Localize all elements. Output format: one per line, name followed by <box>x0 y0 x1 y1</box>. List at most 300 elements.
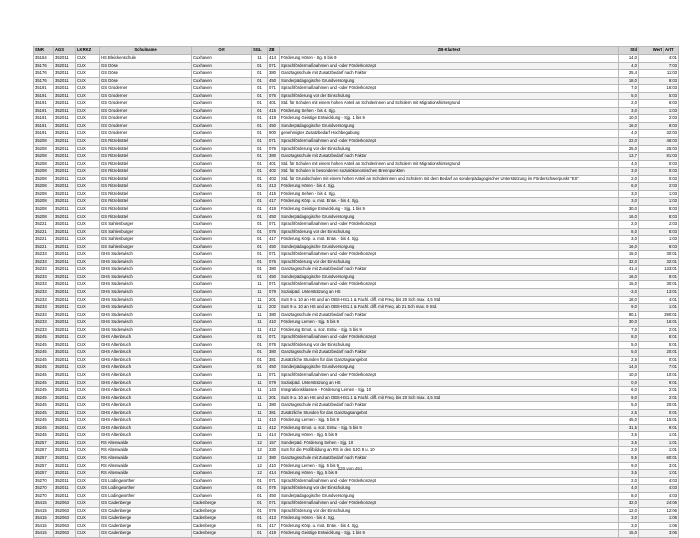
table-row <box>34 522 679 530</box>
table-cell: CUX <box>76 236 100 244</box>
table-row <box>34 175 679 183</box>
table-cell: GS Sahlenburger <box>100 243 192 251</box>
table-cell: 352011 <box>54 387 76 395</box>
table-cell: 35208 <box>34 190 54 198</box>
table-cell: 076 <box>268 145 280 153</box>
table-cell: 01 <box>252 62 268 70</box>
table-cell: 352011 <box>54 349 76 357</box>
table-cell: Cuxhaven <box>192 371 252 379</box>
table-cell: 15,0 <box>619 251 639 259</box>
table-cell: 35208 <box>34 175 54 183</box>
table-cell: 10,0 <box>619 115 639 123</box>
table-cell: 35233 <box>34 273 54 281</box>
table-cell: GHS Altenbruch <box>100 394 192 402</box>
table-cell: 35221 <box>34 228 54 236</box>
table-row <box>34 439 679 447</box>
table-cell: Ganztagsschule mit Zusatzbedarf nach Faktor <box>280 70 619 78</box>
table-cell: 415 <box>268 107 280 115</box>
table-cell: CUX <box>76 198 100 206</box>
table-cell: GS Ritzebüttel <box>100 198 192 206</box>
table-cell: Cuxhaven <box>192 387 252 395</box>
table-cell-wert-artt: 4:03 <box>639 485 679 493</box>
table-cell: GHS Altenbruch <box>100 417 192 425</box>
table-cell: Cuxhaven <box>192 356 252 364</box>
table-cell: CUX <box>76 190 100 198</box>
table-row <box>34 107 679 115</box>
table-cell: Cuxhaven <box>192 439 252 447</box>
table-row <box>34 387 679 395</box>
table-cell: GHS Altenbruch <box>100 379 192 387</box>
table-cell: 10,0 <box>619 371 639 379</box>
table-cell: 01 <box>252 266 268 274</box>
table-cell: 5,0 <box>619 402 639 410</box>
table-row <box>34 492 679 500</box>
table-row <box>34 183 679 191</box>
table-cell: 414 <box>268 432 280 440</box>
table-cell: 2,5 <box>619 356 639 364</box>
table-cell: Cuxhaven <box>192 341 252 349</box>
table-cell: 071 <box>268 281 280 289</box>
table-cell: Cuxhaven <box>192 70 252 78</box>
col-header-lkrkz: LKRKZ <box>76 47 100 55</box>
table-cell-wert-artt: 3:06 <box>639 530 679 538</box>
table-cell: 6,0 <box>619 183 639 191</box>
table-cell: Sonderpädagogische Grundversorgung <box>280 243 619 251</box>
table-cell: 4,0 <box>619 485 639 493</box>
table-cell: 12 <box>252 454 268 462</box>
table-cell: 380 <box>268 153 280 161</box>
table-cell: Cuxhaven <box>192 454 252 462</box>
table-cell: Cuxhaven <box>192 379 252 387</box>
table-cell: 900 <box>268 130 280 138</box>
table-row <box>34 447 679 455</box>
table-cell: CUX <box>76 145 100 153</box>
table-cell: 352011 <box>54 145 76 153</box>
table-cell: GHS Süderwisch <box>100 311 192 319</box>
table-cell: 9,0 <box>619 394 639 402</box>
table-cell: 352011 <box>54 447 76 455</box>
table-cell-wert-artt: 32:03 <box>639 130 679 138</box>
table-cell: 352011 <box>54 236 76 244</box>
table-cell: 381 <box>268 356 280 364</box>
table-cell: Förderung Hören - bis 4. Sjg. <box>280 183 619 191</box>
table-cell: CUX <box>76 273 100 281</box>
table-cell: 01 <box>252 130 268 138</box>
table-cell: CUX <box>76 281 100 289</box>
table-cell: Cuxhaven <box>192 92 252 100</box>
table-cell: GS Ritzebüttel <box>100 183 192 191</box>
table-cell: 16,0 <box>619 122 639 130</box>
table-row <box>34 115 679 123</box>
table-cell: 35415 <box>34 507 54 515</box>
table-cell: Sprachfördermaßnahmen und -oder Förderkonzept <box>280 477 619 485</box>
table-cell: 35257 <box>34 447 54 455</box>
table-cell: 071 <box>268 334 280 342</box>
table-cell: GS Groderner <box>100 100 192 108</box>
table-cell: Sprachförderung vor der Einschulung <box>280 258 619 266</box>
table-cell: Cuxhaven <box>192 175 252 183</box>
table-cell: 35208 <box>34 183 54 191</box>
table-cell: 12 <box>252 462 268 470</box>
table-cell: Cadenberge <box>192 500 252 508</box>
table-cell: 01 <box>252 205 268 213</box>
table-row <box>34 515 679 523</box>
table-cell: Cuxhaven <box>192 251 252 259</box>
table-cell: Cuxhaven <box>192 145 252 153</box>
table-cell: 450 <box>268 243 280 251</box>
table-cell: Cuxhaven <box>192 485 252 493</box>
table-cell: 32,0 <box>619 258 639 266</box>
table-cell: 35257 <box>34 439 54 447</box>
table-cell: 352011 <box>54 439 76 447</box>
table-cell: Cuxhaven <box>192 447 252 455</box>
table-cell: Cuxhaven <box>192 183 252 191</box>
table-cell: 3,0 <box>619 198 639 206</box>
table-cell: 41,4 <box>619 266 639 274</box>
table-cell-wert-artt: 0:03 <box>639 168 679 176</box>
table-cell: Sprachfördermaßnahmen und -oder Förderkonzept <box>280 221 619 229</box>
table-cell: 352011 <box>54 115 76 123</box>
table-cell: GS Cadenberge <box>100 530 192 538</box>
table-cell: 14,0 <box>619 364 639 372</box>
table-cell: 16,0 <box>619 243 639 251</box>
table-cell-wert-artt: 32:01 <box>639 258 679 266</box>
table-cell: 380 <box>268 402 280 410</box>
table-cell: CUX <box>76 530 100 538</box>
table-cell-wert-artt: 8:01 <box>639 273 679 281</box>
table-cell: 352011 <box>54 62 76 70</box>
table-cell-wert-artt: 8:03 <box>639 243 679 251</box>
table-cell: GS Sahlenburger <box>100 236 192 244</box>
table-cell: 35176 <box>34 62 54 70</box>
table-cell: 076 <box>268 341 280 349</box>
table-cell: Förderung Hören - Sg. 5 bis 9 <box>280 55 619 63</box>
table-cell: 11 <box>252 281 268 289</box>
table-row <box>34 213 679 221</box>
table-cell: 35245 <box>34 387 54 395</box>
table-row <box>34 349 679 357</box>
table-cell: 352011 <box>54 130 76 138</box>
table-cell: 01 <box>252 85 268 93</box>
table-cell-wert-artt: 9:03 <box>639 77 679 85</box>
table-cell-wert-artt: 7:01 <box>639 364 679 372</box>
table-cell: 35245 <box>34 417 54 425</box>
table-cell: 352011 <box>54 334 76 342</box>
table-cell: Sprachförderung vor der Einschulung <box>280 341 619 349</box>
table-cell: 0,0 <box>619 379 639 387</box>
table-cell: 35270 <box>34 477 54 485</box>
table-cell: 12 <box>252 470 268 478</box>
table-cell: Cuxhaven <box>192 364 252 372</box>
table-cell-wert-artt: 1:03 <box>639 198 679 206</box>
table-cell-wert-artt: 3:01 <box>639 462 679 470</box>
table-cell: Cuxhaven <box>192 228 252 236</box>
table-cell: Cuxhaven <box>192 107 252 115</box>
page-number: 220 von 451 <box>337 466 363 471</box>
table-cell: 352011 <box>54 160 76 168</box>
table-cell: 071 <box>268 251 280 259</box>
table-cell: GS Döse <box>100 62 192 70</box>
table-cell: CUX <box>76 55 100 63</box>
table-cell: genehmigter Zusatzbedarf Hochbegabung <box>280 130 619 138</box>
table-cell: 352011 <box>54 92 76 100</box>
table-cell: 01 <box>252 236 268 244</box>
table-cell: CUX <box>76 432 100 440</box>
col-header-wert: Wert <box>639 47 664 55</box>
table-cell: 352011 <box>54 228 76 236</box>
table-cell: CUX <box>76 258 100 266</box>
table-cell: Cuxhaven <box>192 432 252 440</box>
table-cell: 01 <box>252 477 268 485</box>
table-cell: 8,0 <box>619 334 639 342</box>
table-cell: CUX <box>76 85 100 93</box>
table-cell: 15,0 <box>619 530 639 538</box>
table-cell: 352011 <box>54 371 76 379</box>
table-cell: CUX <box>76 228 100 236</box>
table-cell-wert-artt: 1:01 <box>639 470 679 478</box>
table-cell-wert-artt: 1:01 <box>639 304 679 312</box>
table-cell: 450 <box>268 77 280 85</box>
table-cell: 35233 <box>34 288 54 296</box>
table-cell: CUX <box>76 304 100 312</box>
table-cell: CUX <box>76 356 100 364</box>
table-cell: 450 <box>268 122 280 130</box>
table-cell: -3,0 <box>619 288 639 296</box>
col-header-sgl: SGL <box>252 47 268 55</box>
table-cell-wert-artt: 7:03 <box>639 62 679 70</box>
table-cell: 352011 <box>54 198 76 206</box>
table-cell: CUX <box>76 160 100 168</box>
table-cell: Cuxhaven <box>192 304 252 312</box>
table-cell: GS Groderner <box>100 92 192 100</box>
table-cell-wert-artt: 9:01 <box>639 424 679 432</box>
table-cell: Cuxhaven <box>192 115 252 123</box>
table-cell: Cadenberge <box>192 530 252 538</box>
table-cell: 352011 <box>54 138 76 146</box>
table-cell: 11 <box>252 409 268 417</box>
table-cell: 076 <box>268 485 280 493</box>
table-cell-wert-artt: 2:03 <box>639 183 679 191</box>
table-cell: 01 <box>252 500 268 508</box>
table-cell: 352011 <box>54 221 76 229</box>
table-cell: 35191 <box>34 107 54 115</box>
table-cell: 01 <box>252 160 268 168</box>
table-cell: 2,0 <box>619 447 639 455</box>
table-cell: 071 <box>268 221 280 229</box>
table-cell: GS Cadenberge <box>100 522 192 530</box>
col-header-ort: Ort <box>192 47 252 55</box>
col-header-zb-klartext: ZB-Klartext <box>280 47 619 55</box>
table-cell: 35208 <box>34 168 54 176</box>
table-cell: 35221 <box>34 221 54 229</box>
table-cell: Förderung Lernen - Sjg. 5 bis 9 <box>280 319 619 327</box>
table-cell: 01 <box>252 115 268 123</box>
table-cell: 419 <box>268 115 280 123</box>
table-cell: 417 <box>268 236 280 244</box>
table-cell-wert-artt: 9:01 <box>639 379 679 387</box>
table-cell: Cuxhaven <box>192 221 252 229</box>
table-cell: CUX <box>76 251 100 259</box>
table-cell: Sprachfördermaßnahmen und -oder Förderkonzept <box>280 85 619 93</box>
table-cell: Sozialpäd. Unterstützung an HS <box>280 379 619 387</box>
table-cell: 35257 <box>34 454 54 462</box>
table-cell: 35176 <box>34 70 54 78</box>
table-row <box>34 168 679 176</box>
table-cell: 25,0 <box>619 145 639 153</box>
table-cell: 352011 <box>54 243 76 251</box>
table-row <box>34 402 679 410</box>
table-cell-wert-artt: 133:01 <box>639 266 679 274</box>
table-cell: GHS Süderwisch <box>100 326 192 334</box>
table-row <box>34 122 679 130</box>
table-cell: CUX <box>76 168 100 176</box>
table-cell: 352011 <box>54 432 76 440</box>
table-cell: Cuxhaven <box>192 319 252 327</box>
table-cell: Std. für Schulen mit einem hohen Anteil an Schülerinnen und Schülern mit Migrationshintergrund <box>280 100 619 108</box>
table-cell-wert-artt: 4:01 <box>639 55 679 63</box>
table-cell: 5,0 <box>619 92 639 100</box>
table-cell: 157 <box>268 439 280 447</box>
table-cell: 352063 <box>54 515 76 523</box>
table-cell: 35233 <box>34 258 54 266</box>
table-cell-wert-artt: 1:01 <box>639 432 679 440</box>
table-cell: GS Ritzebüttel <box>100 145 192 153</box>
table-cell: 380 <box>268 311 280 319</box>
table-cell: 30,0 <box>619 205 639 213</box>
table-cell: 352011 <box>54 168 76 176</box>
table-cell: 3,0 <box>619 168 639 176</box>
table-cell: GHS Altenbruch <box>100 349 192 357</box>
table-cell: 01 <box>252 243 268 251</box>
table-cell: Cuxhaven <box>192 326 252 334</box>
table-cell: Cuxhaven <box>192 55 252 63</box>
table-cell: 01 <box>252 168 268 176</box>
table-cell: 16,0 <box>619 273 639 281</box>
table-cell: CUX <box>76 62 100 70</box>
table-cell-wert-artt: 8:03 <box>639 205 679 213</box>
table-cell: Cuxhaven <box>192 190 252 198</box>
table-row <box>34 311 679 319</box>
table-cell: CUX <box>76 122 100 130</box>
table-cell: Cuxhaven <box>192 281 252 289</box>
table-cell-wert-artt: 8:03 <box>639 213 679 221</box>
table-cell: GHS Süderwisch <box>100 319 192 327</box>
table-cell: Sonderpädagogische Grundversorgung <box>280 122 619 130</box>
table-cell-wert-artt: 20:01 <box>639 402 679 410</box>
table-cell: CUX <box>76 221 100 229</box>
table-cell: CUX <box>76 92 100 100</box>
table-row <box>34 77 679 85</box>
table-cell: 352011 <box>54 454 76 462</box>
table-cell: GHS Altenbruch <box>100 334 192 342</box>
table-cell: 352063 <box>54 530 76 538</box>
table-row <box>34 258 679 266</box>
table-cell: 35208 <box>34 138 54 146</box>
table-row <box>34 500 679 508</box>
table-cell: Sonderpädagogische Grundversorgung <box>280 364 619 372</box>
table-cell: 16,0 <box>619 213 639 221</box>
table-cell: 35176 <box>34 77 54 85</box>
table-cell: 35415 <box>34 500 54 508</box>
table-cell: Cuxhaven <box>192 168 252 176</box>
table-cell: 352011 <box>54 417 76 425</box>
table-cell: 7,0 <box>619 326 639 334</box>
table-cell: 9,0 <box>619 304 639 312</box>
table-cell: 15,0 <box>619 281 639 289</box>
table-cell: GS Lüdingworther <box>100 492 192 500</box>
table-cell: Integrationsklassen - Förderung Lernen - Sjg. 10 <box>280 387 619 395</box>
table-cell: GHS Süderwisch <box>100 288 192 296</box>
table-row <box>34 100 679 108</box>
table-cell: 80,1 <box>619 311 639 319</box>
table-cell: Sprachfördermaßnahmen und -oder Förderkonzept <box>280 251 619 259</box>
table-cell: 01 <box>252 77 268 85</box>
table-cell-wert-artt: 60:01 <box>639 454 679 462</box>
table-cell: 35257 <box>34 462 54 470</box>
table-cell: 202 <box>268 304 280 312</box>
table-cell-wert-artt: 2:03 <box>639 221 679 229</box>
table-row <box>34 485 679 493</box>
table-cell: GHS Süderwisch <box>100 304 192 312</box>
table-cell-wert-artt: 2:01 <box>639 387 679 395</box>
table-cell: 412 <box>268 424 280 432</box>
table-cell: Sprachförderung vor der Einschulung <box>280 507 619 515</box>
table-cell: 352011 <box>54 107 76 115</box>
table-cell: Ganztagsschule mit Zusatzbedarf nach Faktor <box>280 153 619 161</box>
table-cell: 3,0 <box>619 515 639 523</box>
table-row <box>34 70 679 78</box>
table-cell-wert-artt: 15:01 <box>639 417 679 425</box>
table-cell: CUX <box>76 138 100 146</box>
table-cell: 352063 <box>54 522 76 530</box>
table-cell: Sonderpädagogische Grundversorgung <box>280 77 619 85</box>
table-cell: 8,0 <box>619 492 639 500</box>
table-cell-wert-artt: 13:01 <box>639 288 679 296</box>
table-cell: 381 <box>268 409 280 417</box>
table-cell: 11 <box>252 296 268 304</box>
table-cell: 9,5 <box>619 454 639 462</box>
table-cell: CUX <box>76 326 100 334</box>
table-cell: CUX <box>76 311 100 319</box>
table-cell: GHS Süderwisch <box>100 251 192 259</box>
table-cell-wert-artt: 20:01 <box>639 349 679 357</box>
table-cell: CUX <box>76 77 100 85</box>
table-row <box>34 85 679 93</box>
table-cell: Cuxhaven <box>192 288 252 296</box>
table-cell: Cuxhaven <box>192 334 252 342</box>
table-cell: 352011 <box>54 462 76 470</box>
table-row <box>34 273 679 281</box>
table-cell-wert-artt: 1:01 <box>639 447 679 455</box>
table-row <box>34 55 679 63</box>
table-cell: Cuxhaven <box>192 311 252 319</box>
table-cell: Cuxhaven <box>192 470 252 478</box>
table-row <box>34 92 679 100</box>
table-cell: 352011 <box>54 341 76 349</box>
table-cell: GHS Altenbruch <box>100 371 192 379</box>
table-cell: 01 <box>252 251 268 259</box>
table-row <box>34 364 679 372</box>
table-cell: 401 <box>268 160 280 168</box>
table-cell: Cuxhaven <box>192 100 252 108</box>
table-cell: GHS Süderwisch <box>100 258 192 266</box>
table-row <box>34 319 679 327</box>
table-cell: 410 <box>268 417 280 425</box>
table-cell: 35191 <box>34 130 54 138</box>
table-cell: 35245 <box>34 379 54 387</box>
table-cell: CUX <box>76 205 100 213</box>
table-cell: Förderung Emot. u. soz. Entw. - Sjg. 5 bis 9 <box>280 424 619 432</box>
